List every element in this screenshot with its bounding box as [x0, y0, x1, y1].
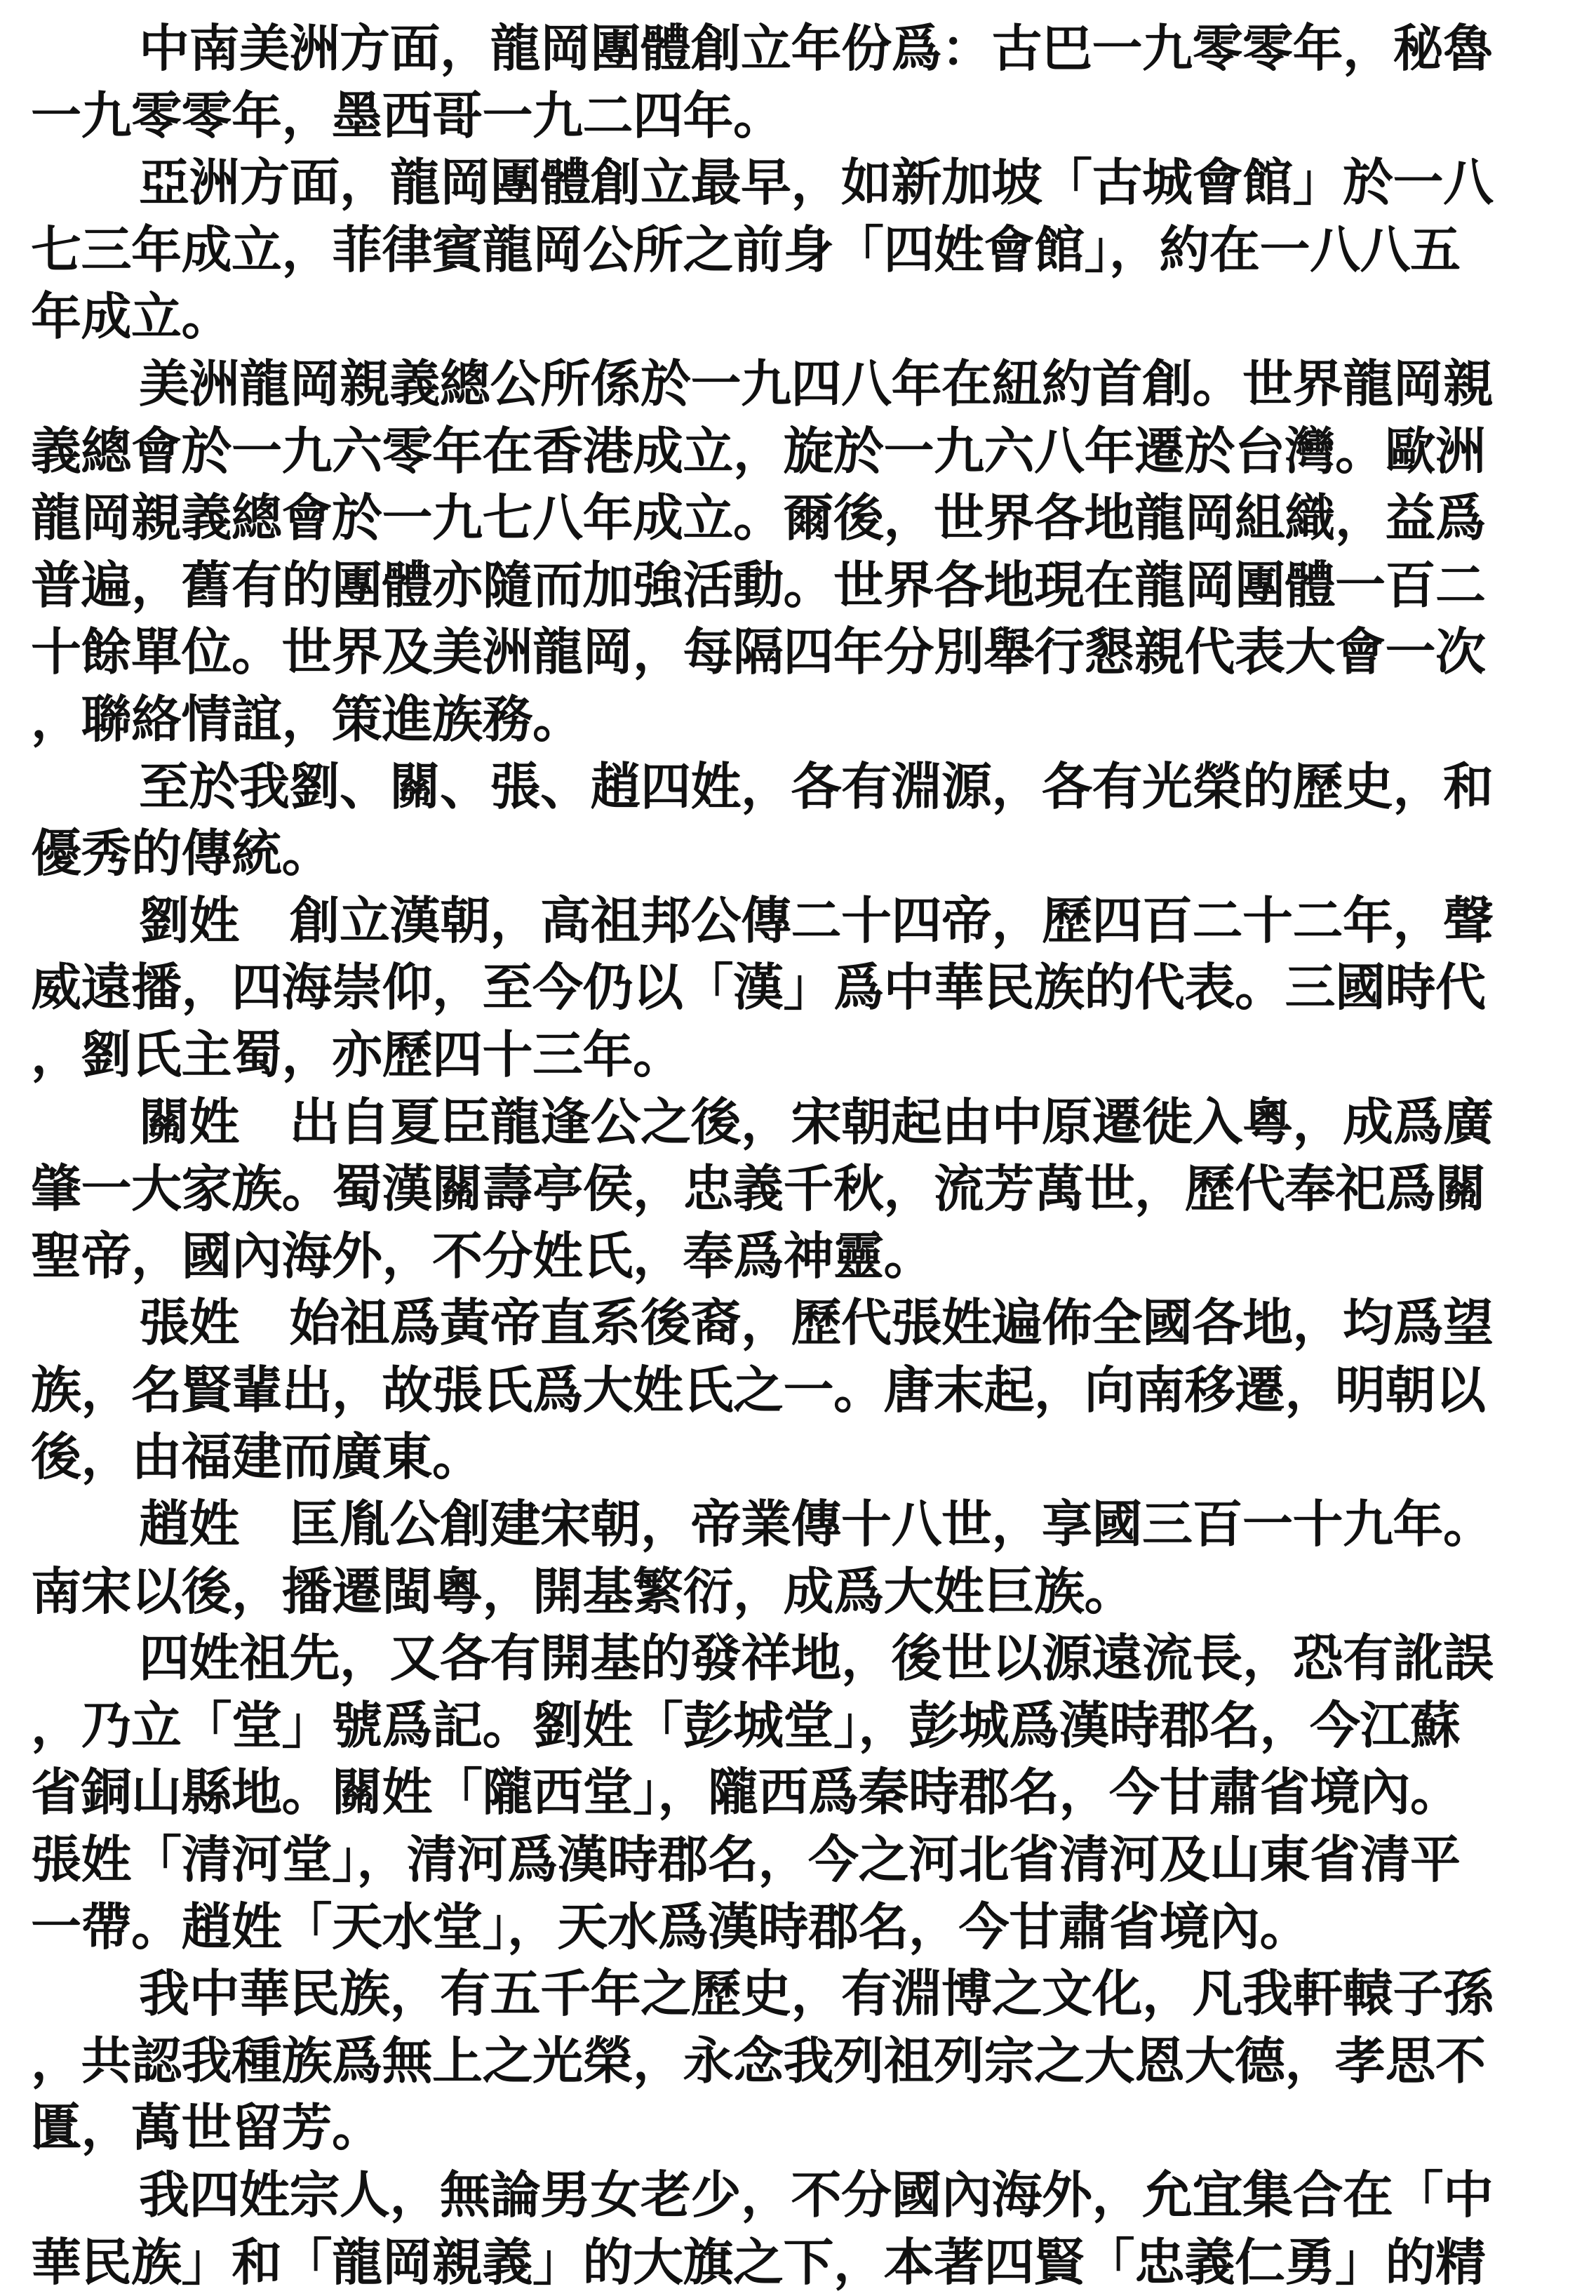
- text-line: 族，名賢輩出，故張氏爲大姓氏之一。唐末起，向南移遷，明朝以: [31, 1360, 1486, 1420]
- text-line: 美洲龍岡親義總公所係於一九四八年在紐約首創。世界龍岡親: [139, 354, 1494, 413]
- text-line: 至於我劉、關、張、趙四姓，各有淵源，各有光榮的歷史，和: [139, 756, 1494, 816]
- text-line: 七三年成立，菲律賓龍岡公所之前身「四姓會館」，約在一八八五: [31, 220, 1461, 279]
- text-line: 後，由福建而廣東。: [31, 1427, 483, 1487]
- text-line: 聖帝，國內海外，不分姓氏，奉爲神靈。: [31, 1226, 934, 1286]
- text-line: 四姓祖先，又各有開基的發祥地，後世以源遠流長，恐有訛誤: [139, 1629, 1494, 1688]
- text-line: 匱，萬世留芳。: [31, 2098, 382, 2158]
- text-line: ，劉氏主蜀，亦歷四十三年。: [31, 1024, 683, 1084]
- text-line: 普遍，舊有的團體亦隨而加強活動。世界各地現在龍岡團體一百二: [31, 555, 1486, 615]
- text-line: 肇一大家族。蜀漢關壽亭侯，忠義千秋，流芳萬世，歷代奉祀爲關: [31, 1159, 1486, 1219]
- text-line: 龍岡親義總會於一九七八年成立。爾後，世界各地龍岡組織，益爲: [31, 488, 1486, 548]
- text-line: 省銅山縣地。關姓「隴西堂」，隴西爲秦時郡名，今甘肅省境內。: [31, 1763, 1461, 1822]
- text-line: 南宋以後，播遷閩粵，開基繁衍，成爲大姓巨族。: [31, 1561, 1135, 1621]
- text-line: 中南美洲方面，龍岡團體創立年份爲：古巴一九零零年，秘魯: [139, 19, 1494, 78]
- text-line: 張姓「清河堂」，清河爲漢時郡名，今之河北省清河及山東省清平: [31, 1830, 1461, 1890]
- text-line: 一九零零年，墨西哥一九二四年。: [31, 86, 784, 145]
- text-line: 亞洲方面，龍岡團體創立最早，如新加坡「古城會館」於一八: [139, 153, 1494, 213]
- text-line: 華民族」和「龍岡親義」的大旗之下，本著四賢「忠義仁勇」的精: [31, 2232, 1486, 2292]
- text-line: 威遠播，四海崇仰，至今仍以「漢」爲中華民族的代表。三國時代: [31, 958, 1486, 1017]
- text-line: 關姓 出自夏臣龍逢公之後，宋朝起由中原遷徙入粵，成爲廣: [139, 1092, 1494, 1152]
- text-line: 我四姓宗人，無論男女老少，不分國內海外，允宜集合在「中: [139, 2165, 1494, 2224]
- text-line: 十餘單位。世界及美洲龍岡，每隔四年分別舉行懇親代表大會一次: [31, 622, 1486, 682]
- text-line: ，聯絡情誼，策進族務。: [31, 689, 583, 749]
- text-line: ，共認我種族爲無上之光榮，永念我列祖列宗之大恩大德，孝思不: [31, 2031, 1486, 2090]
- text-line: 年成立。: [31, 287, 232, 347]
- text-line: 劉姓 創立漢朝，高祖邦公傳二十四帝，歷四百二十二年，聲: [139, 890, 1494, 950]
- text-line: 一帶。趙姓「天水堂」，天水爲漢時郡名，今甘肅省境內。: [31, 1897, 1310, 1956]
- text-line: 義總會於一九六零年在香港成立，旋於一九六八年遷於台灣。歐洲: [31, 421, 1486, 481]
- text-line: 優秀的傳統。: [31, 824, 333, 883]
- text-line: 趙姓 匡胤公創建宋朝，帝業傳十八世，享國三百一十九年。: [139, 1495, 1494, 1554]
- text-line: 張姓 始祖爲黃帝直系後裔，歷代張姓遍佈全國各地，均爲望: [139, 1293, 1494, 1353]
- text-line: ，乃立「堂」號爲記。劉姓「彭城堂」，彭城爲漢時郡名，今江蘇: [31, 1695, 1461, 1755]
- document-page: [31, 15, 1574, 2292]
- text-line: 我中華民族，有五千年之歷史，有淵博之文化，凡我軒轅子孫: [139, 1964, 1494, 2024]
